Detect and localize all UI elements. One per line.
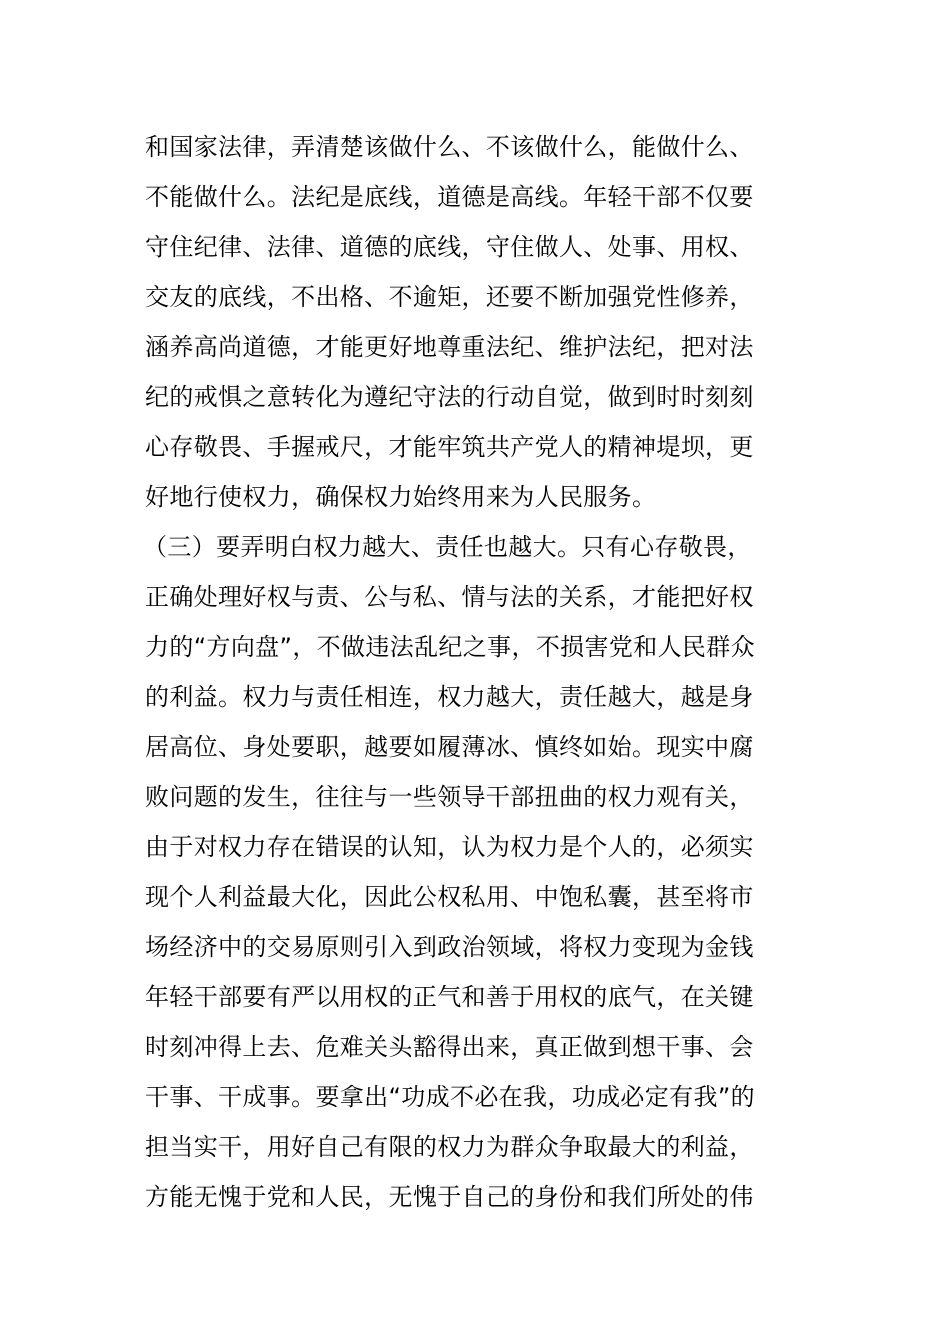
text-line-4: 交友的底线，不出格、不逾矩，还要不断加强党性修养， xyxy=(145,283,754,311)
text-line-3: 守住纪律、法律、道德的底线，守住做人、处事、用权、 xyxy=(145,233,754,261)
text-line-15: 由于对权力存在错误的认知，认为权力是个人的，必须实 xyxy=(145,833,754,861)
text-line-22: 方能无愧于党和人民，无愧于自己的身份和我们所处的伟 xyxy=(145,1183,754,1211)
text-line-6: 纪的戒惧之意转化为遵纪守法的行动自觉，做到时时刻刻 xyxy=(145,383,754,411)
text-line-1: 和国家法律，弄清楚该做什么、不该做什么，能做什么、 xyxy=(145,133,754,161)
text-line-20: 干事、干成事。要拿出“功成不必在我，功成必定有我”的 xyxy=(145,1083,755,1111)
text-line-18: 年轻干部要有严以用权的正气和善于用权的底气，在关键 xyxy=(145,983,754,1011)
text-line-13: 居高位、身处要职，越要如履薄冰、慎终如始。现实中腐 xyxy=(145,733,754,761)
section-heading-line: （三）要弄明白权力越大、责任也越大。只有心存敬畏， xyxy=(143,533,752,561)
text-line-16: 现个人利益最大化，因此公权私用、中饱私囊，甚至将市 xyxy=(145,883,754,911)
text-line-10: 正确处理好权与责、公与私、情与法的关系，才能把好权 xyxy=(145,583,754,611)
text-line-11: 力的“方向盘”，不做违法乱纪之事，不损害党和人民群众 xyxy=(145,633,755,661)
text-line-8: 好地行使权力，确保权力始终用来为人民服务。 xyxy=(145,483,657,511)
text-line-14: 败问题的发生，往往与一些领导干部扭曲的权力观有关， xyxy=(145,783,754,811)
text-line-7: 心存敬畏、手握戒尺，才能牢筑共产党人的精神堤坝，更 xyxy=(145,433,754,461)
text-line-21: 担当实干，用好自己有限的权力为群众争取最大的利益， xyxy=(145,1133,754,1161)
text-line-19: 时刻冲得上去、危难关头豁得出来，真正做到想干事、会 xyxy=(145,1033,754,1061)
text-line-5: 涵养高尚道德，才能更好地尊重法纪、维护法纪，把对法 xyxy=(145,333,754,361)
text-line-2: 不能做什么。法纪是底线，道德是高线。年轻干部不仅要 xyxy=(145,183,754,211)
text-line-17: 场经济中的交易原则引入到政治领域，将权力变现为金钱 xyxy=(145,933,754,961)
body-text xyxy=(145,122,815,1222)
text-line-12: 的利益。权力与责任相连，权力越大，责任越大，越是身 xyxy=(145,683,754,711)
